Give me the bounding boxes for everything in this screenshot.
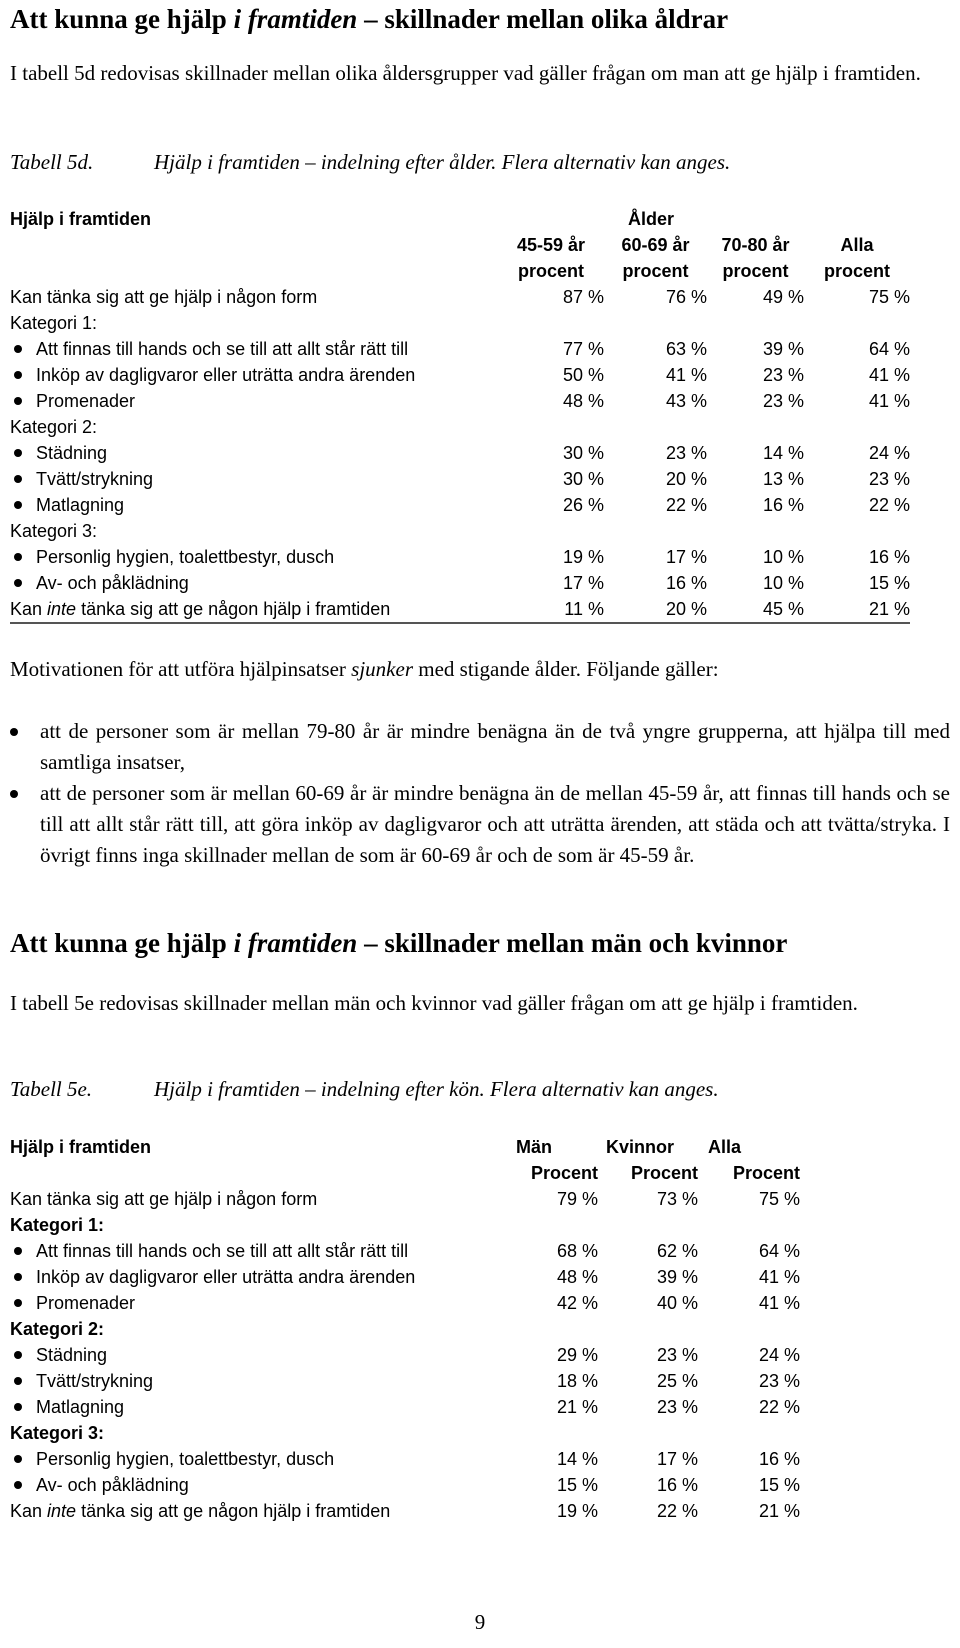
row-label: Av- och påklädning: [10, 1472, 498, 1498]
caption-number: Tabell 5e.: [10, 1077, 93, 1101]
row-label: Kan tänka sig att ge hjälp i någon form: [10, 287, 318, 307]
cell-value: 15 %: [556, 1475, 598, 1495]
cell-value: 23 %: [656, 1345, 698, 1365]
cell-value: 62 %: [656, 1241, 698, 1261]
section-heading-gender: Att kunna ge hjälp i framtiden – skillnader mellan män och kvinnor: [10, 928, 788, 958]
cell-value: [804, 518, 910, 544]
cell-value: 75 %: [758, 1189, 800, 1209]
bullet-icon: [14, 1299, 22, 1307]
table-row: [10, 414, 910, 440]
cell-value: 14 %: [762, 443, 804, 463]
cell-value: 41 %: [758, 1267, 800, 1287]
cell-value: 19 %: [562, 547, 604, 567]
cell-value: 41 %: [758, 1293, 800, 1313]
table-row: [10, 362, 910, 388]
column-unit: Procent: [530, 1163, 598, 1183]
cell-value: 19 %: [556, 1501, 598, 1521]
row-label: Kategori 3:: [10, 1423, 105, 1443]
cell-value: 30 %: [562, 469, 604, 489]
table-row: [10, 1186, 800, 1212]
row-label: Att finnas till hands och se till att allt står rätt till: [10, 336, 498, 362]
cell-value: [804, 414, 910, 440]
table-row: [10, 1290, 800, 1316]
cell-value: [707, 518, 804, 544]
cell-value: 17 %: [562, 573, 604, 593]
cell-value: [498, 310, 604, 336]
cell-value: 10 %: [762, 547, 804, 567]
bullet-icon: [14, 1351, 22, 1359]
table-row: [10, 518, 910, 544]
column-header: Alla: [708, 1137, 742, 1157]
motivation-emphasis: sjunker: [351, 657, 413, 681]
cell-value: 22 %: [868, 495, 910, 515]
bullet-icon: [10, 790, 18, 798]
table-row: [10, 1368, 800, 1394]
cell-value: 16 %: [665, 573, 707, 593]
cell-value: 13 %: [762, 469, 804, 489]
cell-value: 23 %: [762, 365, 804, 385]
cell-value: 49 %: [762, 287, 804, 307]
cell-value: 29 %: [556, 1345, 598, 1365]
cell-value: 21 %: [868, 599, 910, 619]
table-row: [10, 544, 910, 570]
cell-value: [598, 1420, 698, 1446]
cell-value: 76 %: [665, 287, 707, 307]
bullet-icon: [14, 1455, 22, 1463]
table-age: [10, 206, 910, 622]
bullet-icon: [14, 475, 22, 483]
cell-value: 39 %: [656, 1267, 698, 1287]
cell-value: 11 %: [564, 599, 604, 619]
table-row: [10, 310, 910, 336]
bullet-icon: [14, 501, 22, 509]
section-heading-age: [10, 4, 728, 35]
table-header-row: [10, 258, 910, 284]
cell-value: 30 %: [562, 443, 604, 463]
table-row: [10, 1238, 800, 1264]
label-emphasis: inte: [47, 599, 77, 619]
column-header: 45-59 år: [516, 235, 586, 255]
cell-value: 21 %: [758, 1501, 800, 1521]
row-label: Kategori 2:: [10, 417, 98, 437]
table-row: [10, 440, 910, 466]
cell-value: 26 %: [562, 495, 604, 515]
cell-value: 87 %: [562, 287, 604, 307]
table-caption-5d: [10, 150, 730, 175]
bullet-icon: [14, 1377, 22, 1385]
cell-value: 21 %: [556, 1397, 598, 1417]
row-label: Inköp av dagligvaror eller uträtta andra ärenden: [10, 1264, 498, 1290]
cell-value: 18 %: [556, 1371, 598, 1391]
cell-value: 48 %: [556, 1267, 598, 1287]
column-header: 70-80 år: [721, 235, 790, 255]
cell-value: [498, 414, 604, 440]
row-label: Kan inte tänka sig att ge någon hjälp i framtiden: [10, 1501, 391, 1521]
row-label: Tvätt/strykning: [10, 466, 498, 492]
cell-value: 43 %: [665, 391, 707, 411]
column-unit: Procent: [630, 1163, 698, 1183]
column-unit: procent: [823, 261, 890, 281]
table-header-row: [10, 1160, 800, 1186]
heading-text: Att kunna ge hjälp: [10, 4, 234, 34]
cell-value: 50 %: [562, 365, 604, 385]
bullet-icon: [10, 728, 18, 736]
row-label: Matlagning: [10, 492, 498, 518]
cell-value: 39 %: [762, 339, 804, 359]
cell-value: 20 %: [665, 469, 707, 489]
table-row: [10, 1420, 800, 1446]
cell-value: 41 %: [868, 391, 910, 411]
group-header-age: Ålder: [627, 209, 674, 229]
cell-value: 24 %: [758, 1345, 800, 1365]
column-header: Alla: [840, 235, 874, 255]
motivation-paragraph: Motivationen för att utföra hjälpinsatser sjunker med stigande ålder. Följande gäller:: [10, 657, 719, 681]
row-label: Personlig hygien, toalettbestyr, dusch: [10, 544, 498, 570]
cell-value: 48 %: [562, 391, 604, 411]
cell-value: [604, 414, 707, 440]
cell-value: 24 %: [868, 443, 910, 463]
table-row: [10, 1498, 800, 1524]
cell-value: 64 %: [758, 1241, 800, 1261]
table-row: [10, 1446, 800, 1472]
row-label: Promenader: [10, 1290, 498, 1316]
bullet-icon: [14, 1247, 22, 1255]
cell-value: 16 %: [868, 547, 910, 567]
cell-value: 15 %: [868, 573, 910, 593]
cell-value: 17 %: [665, 547, 707, 567]
table-row: [10, 1316, 800, 1342]
bullet-icon: [14, 1481, 22, 1489]
cell-value: 22 %: [665, 495, 707, 515]
cell-value: [498, 1420, 598, 1446]
cell-value: 22 %: [758, 1397, 800, 1417]
cell-value: [698, 1316, 800, 1342]
column-header: Män: [516, 1137, 552, 1157]
label-emphasis: inte: [47, 1501, 77, 1521]
heading-text: – skillnader mellan olika åldrar: [357, 4, 729, 34]
caption-text: Hjälp i framtiden – indelning efter kön. Flera alternativ kan anges.: [154, 1077, 719, 1101]
cell-value: 10 %: [762, 573, 804, 593]
row-label: Kategori 1:: [10, 1215, 105, 1235]
cell-value: 16 %: [656, 1475, 698, 1495]
cell-value: 64 %: [868, 339, 910, 359]
cell-value: [698, 1420, 800, 1446]
cell-value: 68 %: [556, 1241, 598, 1261]
column-unit: Procent: [732, 1163, 800, 1183]
cell-value: 40 %: [656, 1293, 698, 1313]
cell-value: 41 %: [868, 365, 910, 385]
row-label: Kategori 3:: [10, 521, 98, 541]
table-row: [10, 1394, 800, 1420]
cell-value: 15 %: [758, 1475, 800, 1495]
cell-value: 23 %: [665, 443, 707, 463]
cell-value: 75 %: [868, 287, 910, 307]
row-label: Tvätt/strykning: [10, 1368, 498, 1394]
cell-value: [498, 518, 604, 544]
cell-value: 63 %: [665, 339, 707, 359]
bullet-icon: [14, 397, 22, 405]
cell-value: 16 %: [758, 1449, 800, 1469]
row-label: Matlagning: [10, 1394, 498, 1420]
cell-value: 16 %: [762, 495, 804, 515]
cell-value: 17 %: [656, 1449, 698, 1469]
bullet-icon: [14, 579, 22, 587]
list-item: att de personer som är mellan 60-69 år är mindre benägna än de mellan 45-59 år, att finnas till hands och se till att allt står rätt till, att göra inköp av dagligvaror och att uträtta ärenden, att städa och att tvätta/stryka. I övrigt finns inga skillnader mellan de som är 60-69 år och de som är 45-59 år.: [10, 778, 950, 871]
cell-value: 23 %: [762, 391, 804, 411]
cell-value: 20 %: [665, 599, 707, 619]
row-label: Promenader: [10, 388, 498, 414]
cell-value: [804, 310, 910, 336]
cell-value: [707, 414, 804, 440]
caption-number: Tabell 5d.: [10, 150, 94, 174]
row-label: Kan inte tänka sig att ge någon hjälp i framtiden: [10, 599, 391, 619]
cell-value: 23 %: [656, 1397, 698, 1417]
table-row: [10, 1342, 800, 1368]
row-label: Städning: [10, 440, 498, 466]
table-row: [10, 466, 910, 492]
table-row: [10, 1472, 800, 1498]
cell-value: 45 %: [762, 599, 804, 619]
caption-text: Hjälp i framtiden – indelning efter ålder. Flera alternativ kan anges.: [154, 150, 731, 174]
heading-emphasis: i framtiden: [233, 4, 358, 34]
cell-value: 79 %: [556, 1189, 598, 1209]
column-unit: procent: [517, 261, 584, 281]
table-bottom-rule: [10, 622, 910, 624]
intro-paragraph-gender: I tabell 5e redovisas skillnader mellan män och kvinnor vad gäller frågan om att ge hjälp i framtiden.: [10, 991, 858, 1015]
heading-emphasis: i framtiden: [233, 928, 358, 958]
cell-value: 73 %: [656, 1189, 698, 1209]
table-row: [10, 492, 910, 518]
table-row: [10, 336, 910, 362]
row-label: Personlig hygien, toalettbestyr, dusch: [10, 1446, 498, 1472]
table-gender: [10, 1134, 800, 1524]
table-row: [10, 284, 910, 310]
column-header: 60-69 år: [621, 235, 690, 255]
table-title: Hjälp i framtiden: [10, 1137, 152, 1157]
bullet-icon: [14, 371, 22, 379]
row-label: Inköp av dagligvaror eller uträtta andra ärenden: [10, 362, 498, 388]
list-item: att de personer som är mellan 79-80 år är mindre benägna än de två yngre grupperna, att hjälpa till med samtliga insatser,: [10, 716, 950, 778]
intro-paragraph-age: I tabell 5d redovisas skillnader mellan olika åldersgrupper vad gäller frågan om man att ge hjälp i framtiden.: [10, 61, 921, 85]
row-label: Kan tänka sig att ge hjälp i någon form: [10, 1189, 318, 1209]
cell-value: 77 %: [562, 339, 604, 359]
page-number: 9: [474, 1610, 486, 1634]
cell-value: [498, 1212, 598, 1238]
cell-value: 42 %: [556, 1293, 598, 1313]
table-caption-5e: [10, 1077, 719, 1102]
cell-value: [698, 1212, 800, 1238]
row-label: Kategori 1:: [10, 313, 98, 333]
cell-value: [604, 518, 707, 544]
findings-list: [10, 716, 950, 871]
cell-value: [604, 310, 707, 336]
bullet-icon: [14, 1403, 22, 1411]
table-row: [10, 570, 910, 596]
row-label: Kategori 2:: [10, 1319, 105, 1339]
cell-value: 23 %: [758, 1371, 800, 1391]
cell-value: [498, 1316, 598, 1342]
bullet-icon: [14, 1273, 22, 1281]
table-header-row: [10, 206, 910, 232]
table-header-row: [10, 1134, 800, 1160]
row-label: Av- och påklädning: [10, 570, 498, 596]
cell-value: 23 %: [868, 469, 910, 489]
cell-value: 14 %: [556, 1449, 598, 1469]
row-label: Städning: [10, 1342, 498, 1368]
bullet-icon: [14, 553, 22, 561]
cell-value: [598, 1212, 698, 1238]
table-row: [10, 596, 910, 622]
column-header: Kvinnor: [606, 1137, 675, 1157]
table-row: [10, 388, 910, 414]
table-row: [10, 1212, 800, 1238]
table-title: Hjälp i framtiden: [10, 209, 152, 229]
cell-value: 25 %: [656, 1371, 698, 1391]
bullet-icon: [14, 345, 22, 353]
column-unit: procent: [722, 261, 789, 281]
column-unit: procent: [622, 261, 689, 281]
cell-value: 22 %: [656, 1501, 698, 1521]
table-row: [10, 1264, 800, 1290]
cell-value: [598, 1316, 698, 1342]
bullet-icon: [14, 449, 22, 457]
row-label: Att finnas till hands och se till att allt står rätt till: [10, 1238, 498, 1264]
cell-value: 41 %: [665, 365, 707, 385]
table-header-row: [10, 232, 910, 258]
cell-value: [707, 310, 804, 336]
